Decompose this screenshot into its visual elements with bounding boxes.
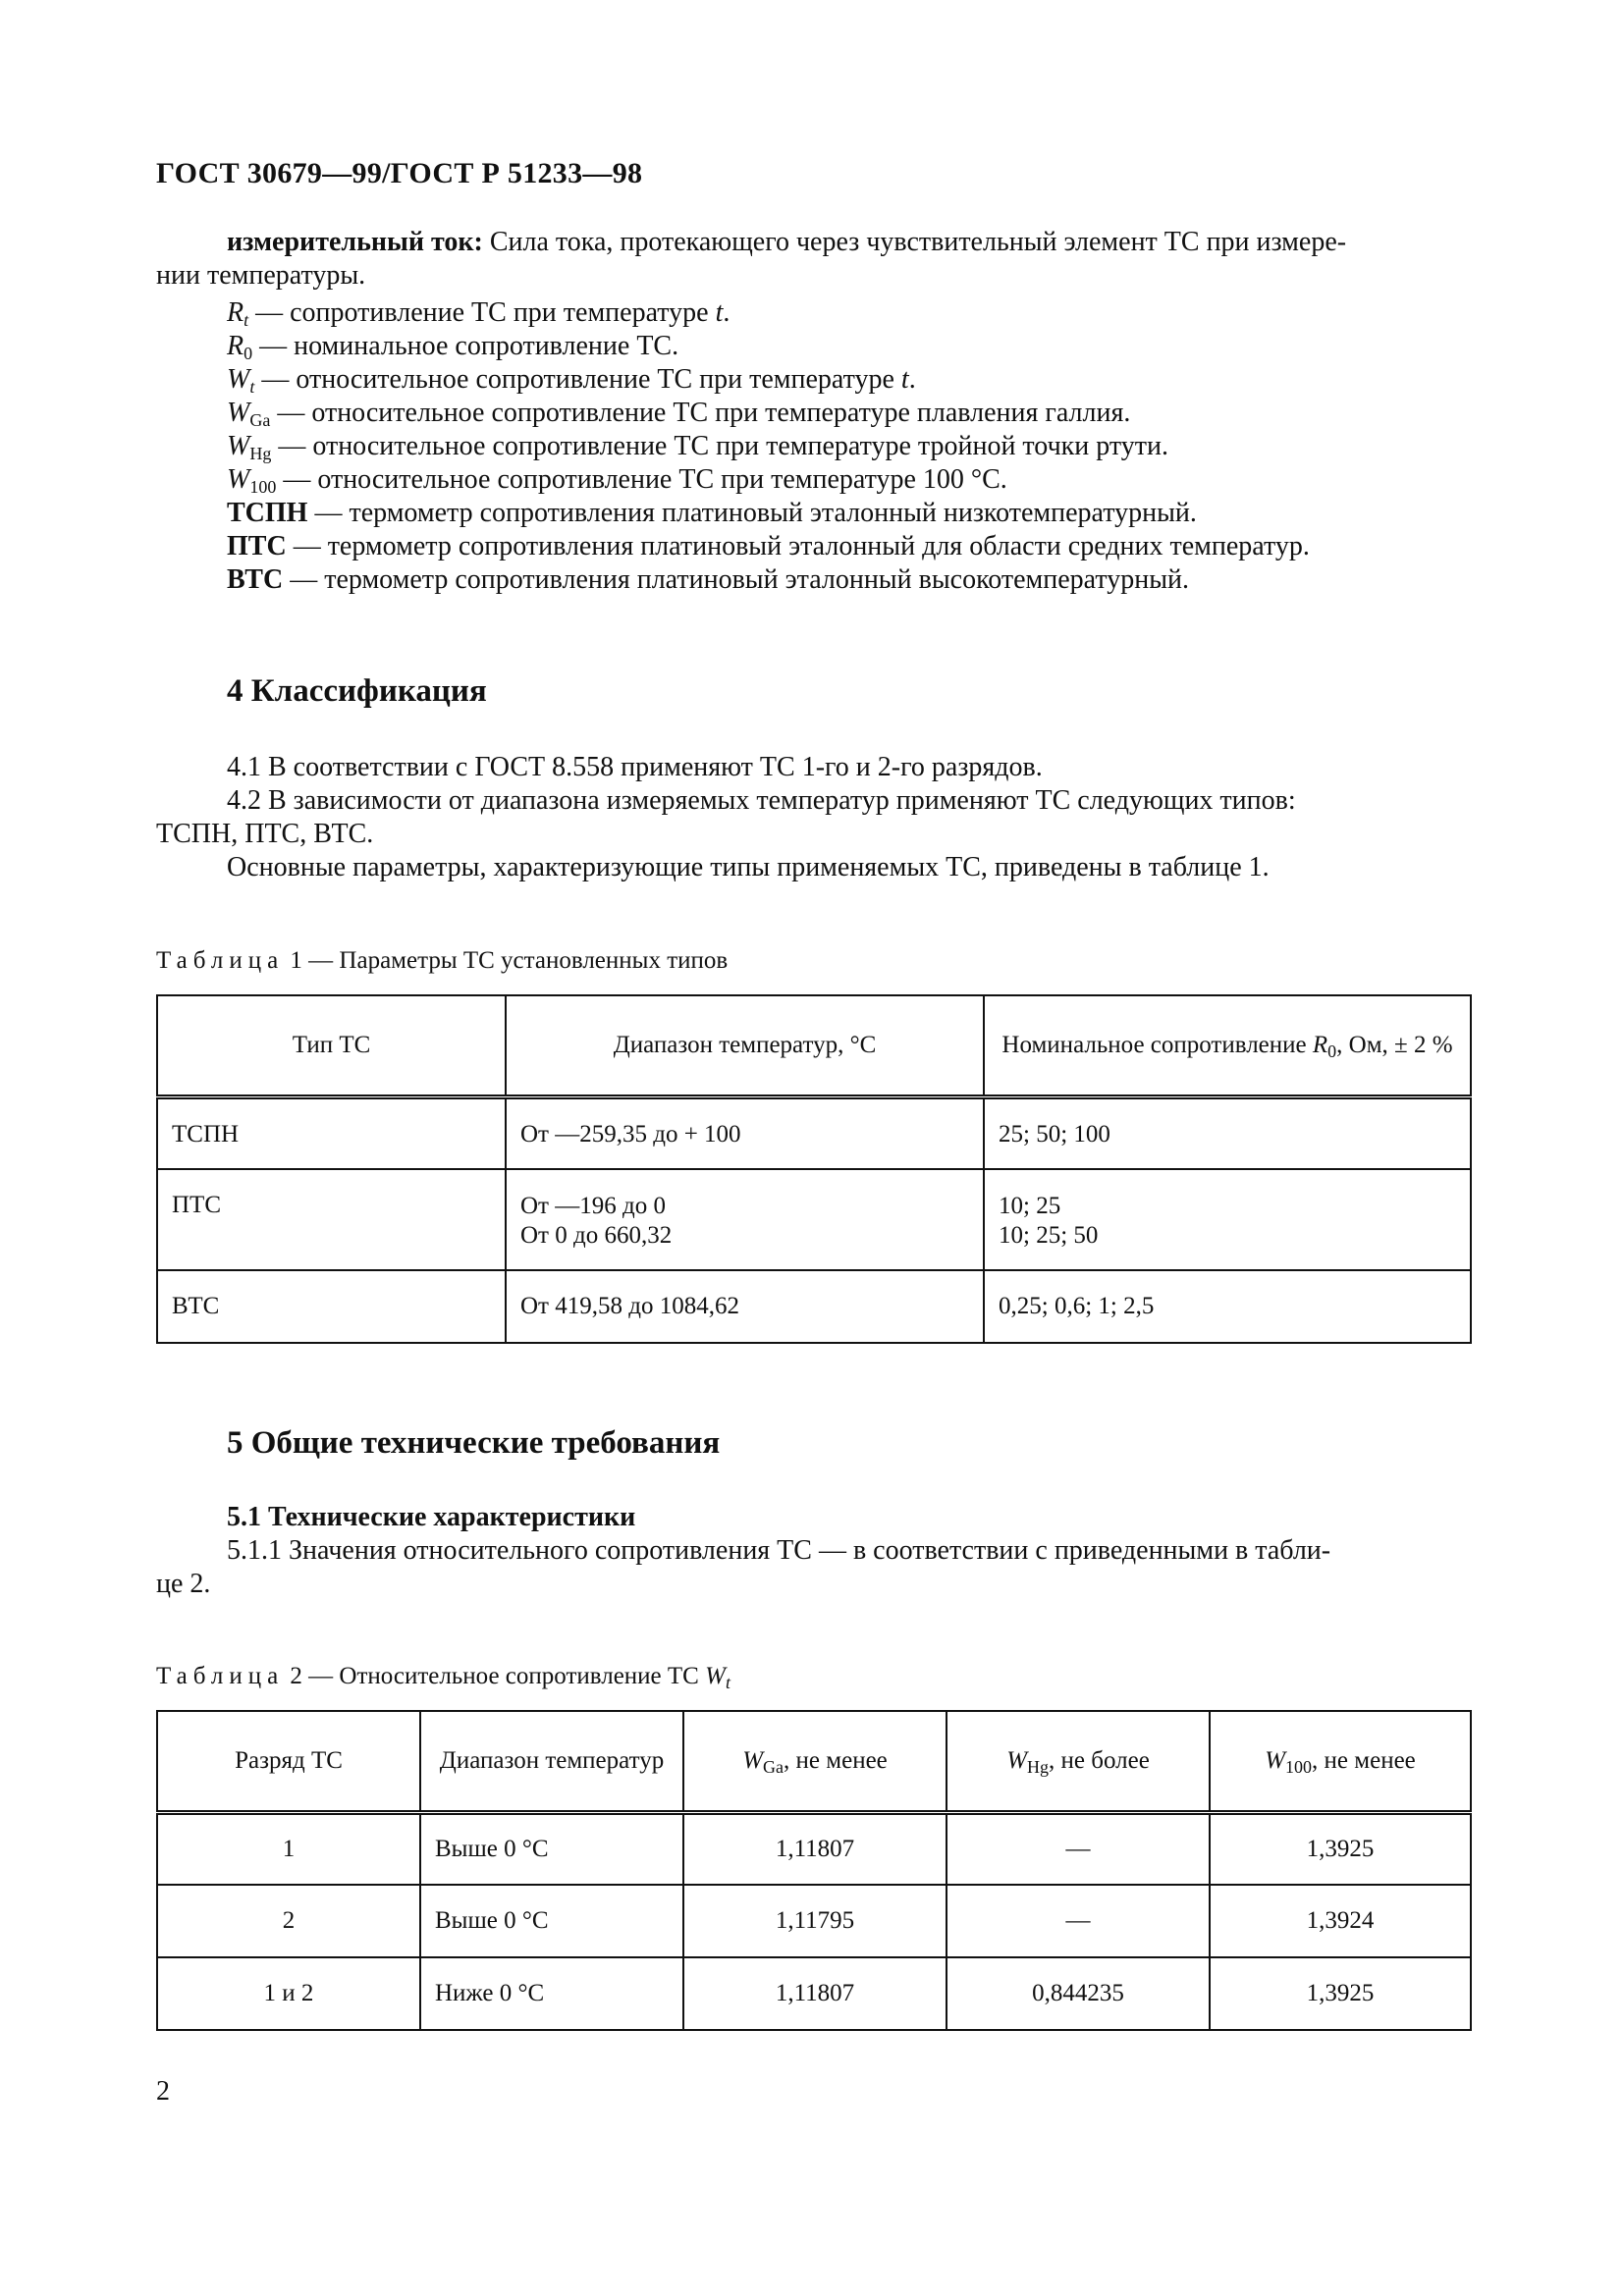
header-wga: $W_{Ga}$, не менее <box>683 1711 947 1812</box>
abbreviation-tspn: ТСПН — термометр сопротивления платиновый эталонный низкотемпературный. <box>227 498 1197 528</box>
table-row: ТСПН От —259,35 до + 100 25; 50; 100 <box>157 1096 1471 1169</box>
page-number: 2 <box>156 2076 170 2107</box>
table-row: 1 Выше 0 °С 1,11807 — 1,3925 <box>157 1812 1471 1885</box>
definition-rt: $R_t$ — сопротивление ТС при температуре t. <box>227 297 730 330</box>
table-row: ВТС От 419,58 до 1084,62 0,25; 0,6; 1; 2,5 <box>157 1270 1471 1343</box>
table-2 <box>156 1710 1472 2031</box>
section-5-1-title: 5.1 Технические характеристики <box>227 1502 636 1532</box>
measuring-current-definition: измерительный ток: Сила тока, протекающего через чувствительный элемент ТС при измере- нии температуры. <box>156 227 1347 291</box>
table-row: 1 и 2 Ниже 0 °С 1,11807 0,844235 1,3925 <box>157 1957 1471 2030</box>
definition-r0: $R_0$ — номинальное сопротивление ТС. <box>227 331 679 363</box>
table-1-header-row <box>157 995 1471 1096</box>
abbreviation-vts: ВТС — термометр сопротивления платиновый эталонный высокотемпературный. <box>227 564 1190 595</box>
section-4-1: 4.1 В соответствии с ГОСТ 8.558 применяют ТС 1-го и 2-го разрядов. <box>227 752 1043 782</box>
section-4-2: 4.2 В зависимости от диапазона измеряемых температур применяют ТС следующих типов: ТСПН, ПТС, ВТС. <box>156 785 1296 849</box>
definition-wga: $W_{Ga}$ — относительное сопротивление ТС при температуре плавления галлия. <box>227 398 1131 430</box>
section-5-title: 5 Общие технические требования <box>227 1425 721 1461</box>
definition-w100: $W_{100}$ — относительное сопротивление ТС при температуре 100 °С. <box>227 464 1007 497</box>
table-row: ПТС От —196 до 0 От 0 до 660,32 10; 25 10; 25; 50 <box>157 1169 1471 1270</box>
abbreviation-pts: ПТС — термометр сопротивления платиновый эталонный для области средних температур. <box>227 531 1310 561</box>
table-1-caption: Таблица 1 — Параметры ТС установленных типов <box>156 947 729 974</box>
term-measuring-current: измерительный ток: <box>227 227 483 257</box>
section-4-params: Основные параметры, характеризующие типы применяемых ТС, приведены в таблице 1. <box>227 852 1270 882</box>
header-range: Диапазон температур, °С <box>506 995 984 1096</box>
header-range: Диапазон температур <box>420 1711 683 1812</box>
section-4-title: 4 Классификация <box>227 673 487 709</box>
definition-wt: $W_t$ — относительное сопротивление ТС при температуре t. <box>227 364 916 397</box>
header-type: Тип ТС <box>157 995 506 1096</box>
header-whg: $W_{Hg}$, не более <box>947 1711 1210 1812</box>
header-rank: Разряд ТС <box>157 1711 420 1812</box>
table-2-caption: Таблица 2 — Относительное сопротивление ТС $W_t$ <box>156 1663 730 1692</box>
table-1 <box>156 994 1472 1344</box>
table-row: 2 Выше 0 °С 1,11795 — 1,3924 <box>157 1885 1471 1957</box>
header-resistance: Номинальное сопротивление $R_0$, Ом, ± 2 % <box>984 995 1471 1096</box>
table-2-header-row <box>157 1711 1471 1812</box>
header-w100: $W_{100}$, не менее <box>1210 1711 1471 1812</box>
section-5-1-1: 5.1.1 Значения относительного сопротивления ТС — в соответствии с приведенными в табли- це 2. <box>156 1535 1331 1599</box>
document-header: ГОСТ 30679—99/ГОСТ Р 51233—98 <box>156 157 643 189</box>
definition-whg: $W_{Hg}$ — относительное сопротивление ТС при температуре тройной точки ртути. <box>227 431 1168 463</box>
